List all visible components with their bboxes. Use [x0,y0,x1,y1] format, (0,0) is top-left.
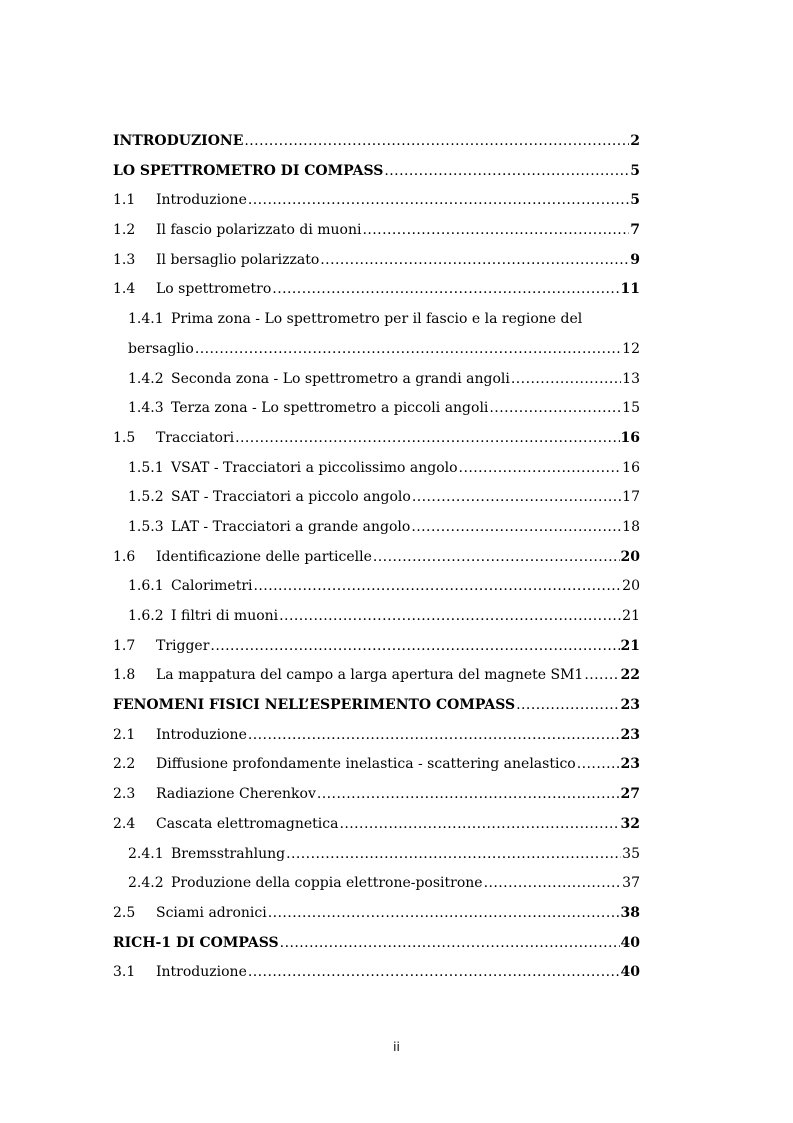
toc-number: 1.6.2 [128,608,164,624]
toc-subsection[interactable] [113,394,640,424]
toc-title: VSAT - Tracciatori a piccolissimo angolo [171,459,458,476]
toc-page: 20 [620,548,640,565]
toc-subsection[interactable] [113,365,640,395]
dot-leader [459,454,622,484]
toc-subsection[interactable] [113,483,640,513]
dot-leader [248,721,620,751]
toc-page: 2 [630,133,640,149]
dot-leader [362,216,629,246]
dot-leader [244,127,629,157]
dot-leader [516,691,619,721]
dot-leader [411,513,621,543]
toc-title: Bremsstrahlung [171,845,286,862]
toc-page: 20 [622,578,640,595]
toc-title: Radiazione Cherenkov [156,786,316,803]
toc-title: SAT - Tracciatori a piccolo angolo [171,489,411,506]
dot-leader [577,750,620,780]
toc-section[interactable] [113,275,640,305]
toc-subsection[interactable] [113,602,640,632]
toc-title: Produzione della coppia elettrone-positrone [171,875,483,892]
toc-title: Identificazione delle particelle [156,548,372,565]
toc-title: FENOMENI FISICI NELL’ESPERIMENTO COMPASS [113,697,516,714]
dot-leader [248,958,620,988]
toc-section[interactable] [113,780,640,810]
toc-page: 13 [622,370,640,387]
toc-title: Lo spettrometro [156,281,272,298]
toc-page: 7 [630,222,640,239]
toc-number: 1.5.1 [128,459,164,476]
toc-page: 23 [620,697,640,714]
toc-chapter[interactable] [113,157,640,187]
dot-leader [279,602,621,632]
toc-number: 1.5.2 [128,489,164,506]
toc-page: 16 [620,429,640,446]
toc-number: 2.5 [113,904,136,921]
dot-leader [286,840,621,870]
toc-title: Diffusione profondamente inelastica - scattering anelastico [156,756,576,773]
toc-title: Tracciatori [156,429,235,446]
dot-leader [254,572,622,602]
toc-subsection[interactable] [113,513,640,543]
dot-leader [484,869,622,899]
dot-leader [248,186,629,216]
toc-page: 38 [620,904,640,921]
toc-section[interactable] [113,216,640,246]
toc-page: 5 [630,192,640,209]
dot-leader [489,394,621,424]
toc-title: Trigger [156,637,210,654]
toc-page: 21 [620,637,640,654]
dot-leader [373,543,620,573]
toc-number: 1.4.3 [128,400,164,417]
dot-leader [511,365,621,395]
toc-page: 12 [622,340,640,357]
toc-title: Il bersaglio polarizzato [156,251,320,268]
toc-number: 2.2 [113,756,136,773]
toc-page: 5 [630,162,640,179]
dot-leader [280,929,620,959]
toc-subsection-line1[interactable] [113,305,640,335]
toc-page: 21 [622,608,640,624]
dot-leader [412,483,621,513]
toc-page: 35 [622,845,640,862]
toc-subsection[interactable] [113,572,640,602]
toc-page: 40 [620,964,640,981]
toc-title: I filtri di muoni [171,608,279,624]
toc-title: Introduzione [156,726,247,743]
page-number: ii [393,1040,400,1054]
toc-number: 1.7 [113,637,136,654]
toc-page: 27 [620,786,640,803]
toc-chapter[interactable] [113,929,640,959]
toc-title: Seconda zona - Lo spettrometro a grandi angoli [171,370,510,387]
toc-subsection-line2[interactable] [113,335,640,365]
toc-title: LO SPETTROMETRO DI COMPASS [113,162,384,179]
dot-leader [584,661,619,691]
dot-leader [210,632,619,662]
toc-section[interactable] [113,186,640,216]
toc-number: 1.4.1 [128,311,164,328]
toc-title: Prima zona - Lo spettrometro per il fascio e la regione del [171,311,583,328]
toc-title-continued: bersaglio [128,340,194,357]
toc-number: 1.5 [113,429,136,446]
toc-section[interactable] [113,661,640,691]
toc-subsection[interactable] [113,840,640,870]
toc-chapter[interactable] [113,127,640,157]
dot-leader [339,810,619,840]
toc-page: 15 [622,400,640,417]
toc-title: Terza zona - Lo spettrometro a piccoli angoli [171,400,489,417]
toc-title: LAT - Tracciatori a grande angolo [171,518,411,535]
toc-title: Cascata elettromagnetica [156,815,339,832]
toc-page: 11 [620,281,640,298]
toc-number: 2.4.2 [128,875,164,892]
toc-number: 1.2 [113,222,136,239]
toc-number: 1.8 [113,667,136,684]
toc-title: INTRODUZIONE [113,133,244,149]
toc-number: 1.6.1 [128,578,164,595]
toc-title: Introduzione [156,964,247,981]
toc-number: 2.4 [113,815,136,832]
toc-number: 2.3 [113,786,136,803]
dot-leader [272,275,619,305]
toc-title: Calorimetri [171,578,253,595]
toc-page: 22 [620,667,640,684]
toc-chapter[interactable] [113,691,640,721]
toc-number: 1.4 [113,281,136,298]
toc-page: 9 [630,251,640,268]
toc-title: Il fascio polarizzato di muoni [156,222,362,239]
dot-leader [384,157,629,187]
toc-title: RICH-1 DI COMPASS [113,934,279,951]
toc-section[interactable] [113,543,640,573]
table-of-contents [113,127,640,988]
toc-title: Introduzione [156,192,247,209]
toc-section[interactable] [113,424,640,454]
toc-page: 23 [620,756,640,773]
toc-page: 40 [620,934,640,951]
toc-number: 1.1 [113,192,136,209]
toc-number: 1.5.3 [128,518,164,535]
toc-number: 2.4.1 [128,845,164,862]
toc-section[interactable] [113,721,640,751]
dot-leader [235,424,619,454]
toc-section[interactable] [113,246,640,276]
toc-section[interactable] [113,810,640,840]
toc-page: 18 [622,518,640,535]
dot-leader [317,780,620,810]
toc-subsection[interactable] [113,869,640,899]
toc-section[interactable] [113,750,640,780]
toc-number: 1.3 [113,251,136,268]
toc-page: 16 [622,459,640,476]
toc-page: 37 [622,875,640,892]
toc-subsection[interactable] [113,454,640,484]
dot-leader [320,246,629,276]
dot-leader [268,899,620,929]
toc-section[interactable] [113,958,640,988]
toc-title: La mappatura del campo a larga apertura del magnete SM1 [156,667,584,684]
toc-section[interactable] [113,899,640,929]
toc-number: 1.6 [113,548,136,565]
toc-page: 32 [620,815,640,832]
toc-number: 1.4.2 [128,370,164,387]
toc-title: Sciami adronici [156,904,267,921]
toc-number: 2.1 [113,726,136,743]
dot-leader [195,335,621,365]
toc-section[interactable] [113,632,640,662]
toc-number: 3.1 [113,964,136,981]
toc-page: 23 [620,726,640,743]
toc-page: 17 [622,489,640,506]
